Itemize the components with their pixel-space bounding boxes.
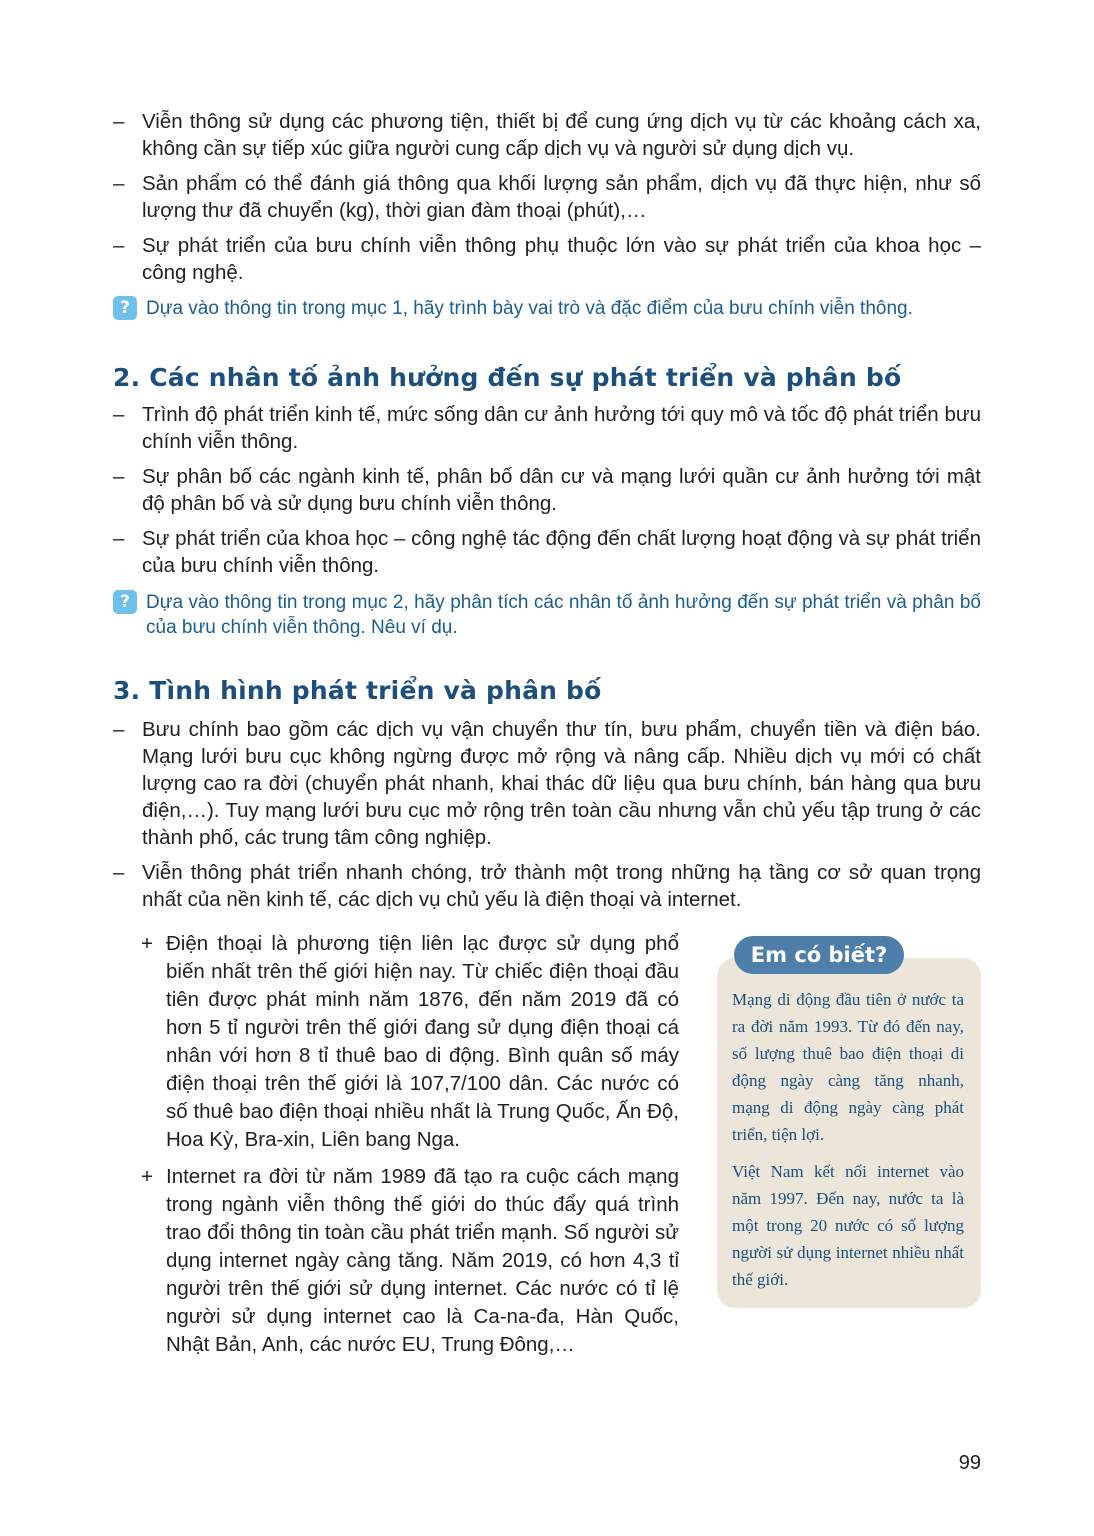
list-item (113, 525, 981, 579)
list-item (113, 859, 981, 913)
question-text: Dựa vào thông tin trong mục 1, hãy trình bày vai trò và đặc điểm của bưu chính viễn thông. (146, 298, 913, 319)
list-item-text: Sự phân bố các ngành kinh tế, phân bố dân cư và mạng lưới quần cư ảnh hưởng tới mật độ phân bố và sử dụng bưu chính viễn thông. (142, 465, 981, 515)
section3-list (113, 716, 981, 921)
dash-bullet: – (113, 718, 125, 741)
list-item-text: Sự phát triển của bưu chính viễn thông phụ thuộc lớn vào sự phát triển của khoa học – công nghệ. (142, 234, 981, 284)
list-item-text: Sự phát triển của khoa học – công nghệ tác động đến chất lượng hoạt động và sự phát triển của bưu chính viễn thông. (142, 527, 981, 577)
list-item-text: Sản phẩm có thể đánh giá thông qua khối lượng sản phẩm, dịch vụ đã thực hiện, như số lượng thư đã chuyển (kg), thời gian đàm thoại (phút),… (142, 172, 981, 222)
question-icon: ? (113, 590, 137, 614)
section1-question (113, 296, 981, 321)
list-item (113, 401, 981, 455)
dash-bullet: – (113, 465, 125, 488)
dash-bullet: – (113, 110, 125, 133)
list-item-text: Trình độ phát triển kinh tế, mức sống dân cư ảnh hưởng tới quy mô và tốc độ phát triển bưu chính viễn thông. (142, 403, 981, 453)
sub-list-item (141, 1163, 679, 1359)
list-item (113, 716, 981, 851)
sub-list-item (141, 930, 679, 1154)
info-box-content (732, 986, 964, 1303)
plus-bullet: + (141, 1165, 153, 1188)
info-box-paragraph: Việt Nam kết nối internet vào năm 1997. Đến nay, nước ta là một trong 20 nước có số lượng người sử dụng internet nhiều nhất thế giới. (732, 1162, 964, 1289)
list-item (113, 232, 981, 286)
dash-bullet: – (113, 861, 125, 884)
question-icon: ? (113, 296, 137, 320)
question-prompt (113, 590, 981, 640)
dash-bullet: – (113, 234, 125, 257)
question-text: Dựa vào thông tin trong mục 2, hãy phân tích các nhân tố ảnh hưởng đến sự phát triển và phân bố của bưu chính viễn thông. Nêu ví dụ. (146, 592, 981, 638)
dash-bullet: – (113, 527, 125, 550)
question-prompt (113, 296, 981, 321)
section2-list (113, 401, 981, 587)
dash-bullet: – (113, 172, 125, 195)
section2-heading: 2. Các nhân tố ảnh hưởng đến sự phát triển và phân bố (113, 363, 902, 392)
section1-list (113, 108, 981, 294)
section3-heading: 3. Tình hình phát triển và phân bố (113, 676, 602, 705)
page-number: 99 (958, 1452, 981, 1474)
list-item-text: Viễn thông sử dụng các phương tiện, thiết bị để cung ứng dịch vụ từ các khoảng cách xa, không cần sự tiếp xúc giữa người cung cấp dịch vụ và người sử dụng dịch vụ. (142, 110, 981, 160)
sub-list-item-text: Điện thoại là phương tiện liên lạc được sử dụng phổ biến nhất trên thế giới hiện nay. Từ chiếc điện thoại đầu tiên được phát minh năm 1876, đến năm 2019 đã có hơn 5 tỉ người trên thế giới đang sử dụng điện thoại cá nhân với hơn 8 tỉ thuê bao di động. Bình quân số máy điện thoại trên thế giới là 107,7/100 dân. Các nước có số thuê bao điện thoại nhiều nhất là Trung Quốc, Ấn Độ, Hoa Kỳ, Bra-xin, Liên bang Nga. (166, 932, 679, 1151)
dash-bullet: – (113, 403, 125, 426)
info-box-title: Em có biết? (734, 936, 904, 974)
sub-list-item-text: Internet ra đời từ năm 1989 đã tạo ra cuộc cách mạng trong ngành viễn thông thế giới do thúc đẩy quá trình trao đổi thông tin toàn cầu phát triển mạnh. Số người sử dụng internet ngày càng tăng. Năm 2019, có hơn 4,3 tỉ người trên thế giới sử dụng internet. Các nước có tỉ lệ người sử dụng internet cao là Ca-na-đa, Hàn Quốc, Nhật Bản, Anh, các nước EU, Trung Đông,… (166, 1165, 679, 1356)
section3-sublist (141, 930, 679, 1368)
list-item (113, 463, 981, 517)
list-item-text: Viễn thông phát triển nhanh chóng, trở thành một trong những hạ tầng cơ sở quan trọng nhất của nền kinh tế, các dịch vụ chủ yếu là điện thoại và internet. (142, 861, 981, 911)
plus-bullet: + (141, 932, 153, 955)
section2-question (113, 590, 981, 640)
info-box-paragraph: Mạng di động đầu tiên ở nước ta ra đời năm 1993. Từ đó đến nay, số lượng thuê bao điện thoại di động ngày càng tăng nhanh, mạng di động ngày càng phát triển, tiện lợi. (732, 990, 964, 1144)
list-item-text: Bưu chính bao gồm các dịch vụ vận chuyển thư tín, bưu phẩm, chuyển tiền và điện báo. Mạng lưới bưu cục không ngừng được mở rộng và nâng cấp. Nhiều dịch vụ mới có chất lượng cao ra đời (chuyển phát nhanh, khai thác dữ liệu qua bưu chính, bán hàng qua bưu điện,…). Tuy mạng lưới bưu cục mở rộng trên toàn cầu nhưng vẫn chủ yếu tập trung ở các thành phố, các trung tâm công nghiệp. (142, 718, 981, 849)
list-item (113, 170, 981, 224)
list-item (113, 108, 981, 162)
